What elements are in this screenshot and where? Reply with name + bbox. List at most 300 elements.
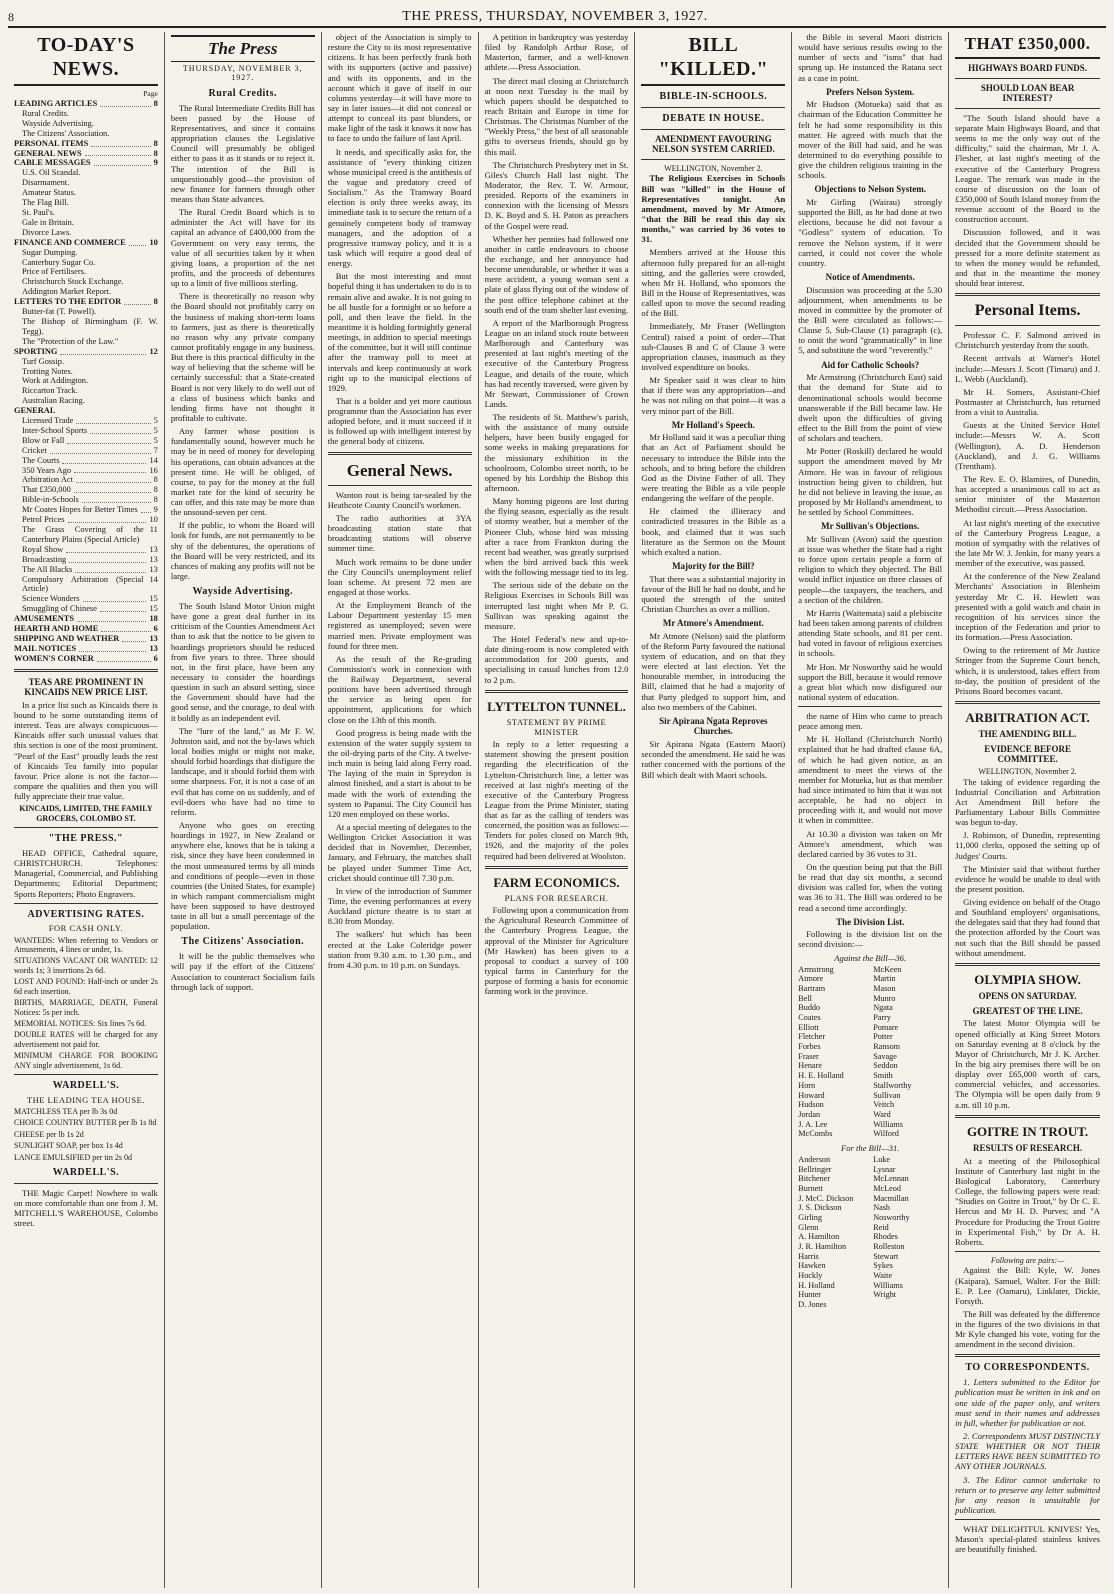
index-leader-dots <box>141 505 151 513</box>
news-item: A petition in bankruptcy was yesterday filed by Randolph Arthur Rose, of Masterton, farmer, and a well-known athlete.—Press Association. <box>484 32 629 73</box>
member-name: Bitchener <box>798 1174 831 1184</box>
paragraph: Giving evidence on behalf of the Otago and Southland employers' organisations, the delegates said that they had found that the protection afforded by the Court was not such that the Bill should be passed without amendment. <box>955 897 1100 958</box>
member-name: Hudson <box>798 1100 824 1110</box>
index-entry-page: 10 <box>149 515 158 525</box>
paragraph: Anyone who goes on erecting hoardings in 1927, in New Zealand or anywhere else, knows that he is taking a risk, since they have been condemned in the most unmeasured terms by all minds and conditions of people—even in those countries (the United States, for example) in which rampant commercialism might have been supposed to have destroyed taste in all but a small percentage of the population. <box>170 819 315 932</box>
index-entry <box>14 129 158 139</box>
pairs-label: Following are pairs:— <box>990 1255 1065 1265</box>
index-entry <box>14 248 158 258</box>
rate-item: DOUBLE RATES will be charged for any advertisement not paid for. <box>14 1030 158 1049</box>
index-entry-label: The Citizens' Association. <box>22 128 110 138</box>
index-entry <box>14 109 158 119</box>
index-leader-dots <box>124 297 151 305</box>
index-entry-page: 13 <box>149 554 158 564</box>
paragraph: Mr Sullivan (Avon) said the question at issue was whether the State had a right to force upon certain people a form of religion to which they objected. The Bill would inflict injustice on three classes of people—the taxpayers, the teachers, and a section of the children. <box>798 533 943 605</box>
member-name: Macmillan <box>873 1193 909 1203</box>
lyttelton-sub: STATEMENT BY PRIME MINISTER <box>506 717 607 738</box>
paragraph: If the public, to whom the Board will look for funds, are not permanently to be shy of the debentures, the operations of the Board will be very restricted, and its chances of making any profits will not be large. <box>170 520 315 582</box>
index-entry <box>14 396 158 406</box>
member-name: Wilford <box>873 1129 899 1139</box>
tea-heading: TEAS ARE PROMINENT IN KINCAIDS NEW PRICE LIST. <box>24 676 148 698</box>
majority-title: Majority for the Bill? <box>672 560 755 571</box>
index-leader-dots <box>90 426 150 434</box>
paragraph: Mr Armstrong (Christchurch East) said that the demand for State aid to denominational schools would become unanswerable if the Bill became law. He dwelt upon the difficulties of giving effect to the Bill from the point of view of scholars and teachers. <box>798 372 943 444</box>
member-name: Sykes <box>873 1261 893 1271</box>
personal-item: Mr H. Somers, Assistant-Chief Postmaster at Christchurch, has returned from a visit to Australia. <box>955 386 1100 418</box>
index-entry-page: 15 <box>149 604 158 614</box>
index-entry-page: 8 <box>153 475 158 485</box>
member-name: H. E. Holland <box>798 1071 844 1081</box>
index-entry <box>14 99 158 109</box>
member-name: Coates <box>798 1013 821 1023</box>
index-entry <box>14 515 158 525</box>
index-entry-label: Canterbury Sugar Co. <box>22 257 96 267</box>
index-entry-page: 13 <box>149 633 158 643</box>
correspondents-title: TO CORRESPONDENTS. <box>965 1362 1090 1374</box>
index-entry <box>14 456 158 466</box>
member-name: Hockly <box>798 1271 823 1281</box>
news-item: At the Employment Branch of the Labour Department yesterday 15 men registered as unemployed; seven were married men. Private employment was found for three men. <box>327 600 472 651</box>
index-entry-label: Rural Credits. <box>22 108 69 118</box>
price-item: CHEESE per lb 1s 2d <box>14 1129 84 1139</box>
paragraph: Mr Hon. Mr Nosworthy said he would support the Bill, because it would remove a great blot which now disfigured our national system of education. <box>798 661 943 702</box>
member-name: J. S. Dickson <box>798 1203 842 1213</box>
index-entry-page: 8 <box>153 485 158 495</box>
dateline: WELLINGTON, November 2. <box>664 164 763 173</box>
index-entry <box>14 198 158 208</box>
index-entry-label: Smuggling of Chinese <box>22 604 97 614</box>
index-entry-page: 8 <box>153 495 158 505</box>
member-name: Girling <box>798 1213 822 1223</box>
objections-title: Objections to Nelson System. <box>814 184 926 195</box>
divider <box>955 1115 1100 1118</box>
farm-sub: PLANS FOR RESEARCH. <box>504 893 609 904</box>
index-entry-label: Licensed Trade <box>22 416 74 426</box>
index-entry-label: Amateur Status. <box>22 188 76 198</box>
member-name: Bartram <box>798 984 826 994</box>
index-entry-page: 13 <box>149 643 158 653</box>
olympia-sub2: GREATEST OF THE LINE. <box>972 1005 1083 1016</box>
nelson-title: Prefers Nelson System. <box>826 86 915 97</box>
index-leader-dots <box>62 456 146 464</box>
index-entry <box>14 258 158 268</box>
news-item: The residents of St. Matthew's parish, with the assistance of many outside helpers, have been busily engaged for some weeks in making preparations for the missionary exhibition in the schoolroom, Colombo street north, to be opened by his Lordship the Bishop this afternoon. <box>484 412 629 494</box>
newspaper-title: THE PRESS, THURSDAY, NOVEMBER 3, 1927. <box>402 8 708 24</box>
goitre-sub: RESULTS OF RESEARCH. <box>973 1143 1083 1154</box>
index-leader-dots <box>60 347 146 355</box>
member-name: Lysnar <box>873 1164 896 1174</box>
index-entry-page: 9 <box>153 505 158 515</box>
index-entry <box>14 426 158 436</box>
index-entry-label: Gale in Britain. <box>22 217 74 227</box>
index-entry <box>14 555 158 565</box>
index-entry <box>14 604 158 614</box>
index-leader-dots <box>91 139 150 147</box>
index-entry-label: Royal Show <box>22 544 64 554</box>
index-leader-dots <box>69 555 146 563</box>
page-columns <box>8 32 1106 1588</box>
divider <box>14 1074 158 1075</box>
index-entry <box>14 367 158 377</box>
index-leader-dots <box>122 634 146 642</box>
lead-paragraph: The Religious Exercises in Schools Bill was "killed" in the House of Representatives tonight. An amendment, moved by Mr Atmore, "that the Bill be read this day six months," was carried by 36 votes to 31. <box>641 173 786 245</box>
member-name: Elliott <box>798 1022 819 1032</box>
index-entry <box>14 475 158 485</box>
paragraph: The Minister said that without further evidence he would be unable to deal with the present position. <box>955 863 1100 894</box>
that-350000-headline: THAT £350,000. <box>955 34 1100 59</box>
index-entry-page: 7 <box>153 445 158 455</box>
member-name: Hawken <box>798 1261 826 1271</box>
aid-title: Aid for Catholic Schools? <box>821 359 920 370</box>
index-entry <box>14 139 158 149</box>
news-item: The walkers' hut which has been erected at the Lake Coleridge power station from 9.30 a.m. to 1.30 p.m., and from 4.30 p.m. to 10 p.m. on Sundays. <box>327 929 472 970</box>
member-name: Waite <box>873 1271 893 1281</box>
index-entry <box>14 416 158 426</box>
index-entry-label: FINANCE AND COMMERCE <box>14 237 126 247</box>
paragraph: The Rural Intermediate Credits Bill has been passed by the House of Representatives, and since it contains appropriation clauses the Legislative Council will presumably be obliged either to pass it as it stands or to reject it. The intention of the Bill is unquestionably good—the provision of new finance for farmers through other means than State advances. <box>170 102 315 204</box>
index-entry <box>14 317 158 337</box>
index-entry-label: Wayside Advertising. <box>22 118 94 128</box>
paragraph: He claimed the illiteracy and contradicted treasures in the Bible as a book, and claimed that it was such literature as the Sermon on the Mount which exalted a nation. <box>641 506 786 557</box>
member-name: Mason <box>873 984 896 994</box>
member-name: Bell <box>798 993 812 1003</box>
member-name: Smith <box>873 1071 893 1081</box>
price-item: MATCHLESS TEA per lb 3s 0d <box>14 1107 118 1116</box>
olympia-sub: OPENS ON SATURDAY. <box>978 991 1077 1002</box>
member-name: J. A. Lee <box>798 1119 828 1129</box>
arbitration-headline: ARBITRATION ACT. <box>965 709 1090 725</box>
member-name: Veitch <box>873 1100 895 1110</box>
press-logo: The Press <box>171 35 315 62</box>
index-entry <box>14 337 158 347</box>
index-entry-label: Petrol Prices <box>22 515 65 525</box>
divider <box>955 1251 1100 1252</box>
index-entry-label: Price of Fertilisers. <box>22 267 86 277</box>
member-name: Seddon <box>873 1061 898 1071</box>
member-name: J. R. Hamilton <box>798 1242 847 1252</box>
paragraph: Following is the division list on the second division:— <box>798 929 943 950</box>
index-entry-label: Work at Addington. <box>22 376 89 386</box>
paragraph: Mr Harris (Waitemata) said a plebiscite had been taken among parents of children attending State schools, and 81 per cent. had voted in favour of religious exercises in schools. <box>798 607 943 659</box>
index-entry <box>14 119 158 129</box>
column-5 <box>635 32 792 1588</box>
index-entry <box>14 545 158 555</box>
correspondents-rule: 2. Correspondents MUST DISTINCTLY STATE WHETHER OR NOT THEIR LETTERS HAVE BEEN SUBMITTED TO ANY OTHER JOURNALS. <box>955 1430 1100 1472</box>
index-entry <box>14 297 158 307</box>
index-entry-label: PERSONAL ITEMS <box>14 138 89 148</box>
index-entry <box>14 525 158 545</box>
press-box-title: "THE PRESS." <box>48 833 124 845</box>
index-entry <box>14 634 158 644</box>
index-leader-dots <box>85 149 151 157</box>
member-name: Fletcher <box>798 1032 826 1042</box>
olympia-title: OLYMPIA SHOW. <box>974 971 1081 987</box>
index-entry <box>14 505 158 515</box>
wardell-footer: WARDELL'S. <box>52 1167 120 1179</box>
index-entry-label: Cricket <box>22 445 47 455</box>
index-entry <box>14 624 158 634</box>
index-leader-dots <box>75 565 146 573</box>
index-entry-page: 6 <box>153 624 158 634</box>
atmore-title: Mr Atmore's Amendment. <box>662 618 764 629</box>
index-entry <box>14 376 158 386</box>
member-name: Glenn <box>798 1222 819 1232</box>
index-entry-label: Mr Coates Hopes for Better Times <box>22 505 138 515</box>
index-entry <box>14 228 158 238</box>
index-entry-label: Disarmament. <box>22 178 70 188</box>
tea-footer: KINCAIDS, LIMITED, THE FAMILY GROCERS, COLOMBO ST. <box>19 804 153 823</box>
divider <box>798 706 942 707</box>
member-name: McLennan <box>873 1174 909 1184</box>
paragraph: It will be the public themselves who will pay if the effort of the Citizens' Association to counteract Socialism fails through lack of support. <box>170 951 315 992</box>
index-entry-label: SPORTING <box>14 346 58 356</box>
column-2 <box>165 32 322 1588</box>
for-label: For the Bill—31. <box>840 1142 900 1153</box>
price-item: LANCE EMULSIFIED per tin 2s 0d <box>14 1152 132 1162</box>
debate-sub: DEBATE IN HOUSE. <box>662 112 765 124</box>
index-leader-dots <box>76 475 151 483</box>
member-name: Wright <box>873 1290 897 1300</box>
paragraph: At a meeting of the Philosophical Institute of Canterbury last night in the Biological Laboratory, Canterbury College, the following papers were read: "Studies on Goitre in Trout," by Dr C. E. Hercus and Mr H. D. Purves; and "A Procedure for Producing the Trout Goitre in Experimental Fish," by Dr A. H. Roberts. <box>955 1155 1100 1247</box>
paragraph: Members arrived at the House this afternoon fully prepared for an all-night sitting, and the galleries were crowded, when Mr H. Holland, who sponsors the Bill in the House of Representatives, was called upon to move the second reading of the Bill. <box>641 247 786 319</box>
index-entry <box>14 614 158 624</box>
index-entry-page: 14 <box>149 455 158 465</box>
index-entry <box>14 644 158 654</box>
member-name: Armstrong <box>798 964 834 974</box>
personal-item: The Rev. E. O. Blamires, of Dunedin, has accepted a unanimous call to act as senior minister of the Masterton Methodist circuit.—Press Association. <box>955 473 1100 515</box>
masthead <box>8 10 1106 24</box>
goitre-title: GOITRE IN TROUT. <box>966 1123 1089 1139</box>
member-name: Buddo <box>798 1003 821 1013</box>
news-item: The Christchurch Presbytery met in St. Giles's Church Hall last night. The Moderator, the Rev. T. W. Armour, presided. Reports of the examiners in connexion with the licensing of Messrs D. K. Boyd and S. H. Paton as preachers of the Gospel were read. <box>484 159 629 231</box>
index-entry-label: GENERAL <box>14 406 56 416</box>
personal-items-title: Personal Items. <box>974 302 1081 320</box>
member-name: A. Hamilton <box>798 1232 840 1242</box>
news-item: The Hotel Federal's new and up-to-date dining-room is now completed with accommodation for 200 guests, and specialising in casual lunches from 12.0 to 2 p.m. <box>484 634 629 685</box>
paragraph: The "lure of the land," as Mr F. W. Johnston said, and not the by-laws which local bodies might or might not make, should forbid hoardings that disfigure the landscape, and it should forbid them with some sharpness. For, it is not a case of an evil that has come on us suddenly, and of evil-doers who have had no time to reform. <box>170 725 315 817</box>
index-entry-label: CABLE MESSAGES <box>14 158 91 168</box>
bible-sub: BIBLE-IN-SCHOOLS. <box>659 91 768 103</box>
against-list <box>798 965 942 1139</box>
paragraph: The latest Motor Olympia will be opened officially at King Street Motors on Saturday evening at 8 o'clock by the Mayor of Christchurch, Mr J. K. Archer. In the big airy premises there will be on display over £65,000 worth of cars, commercial vehicles, and accessories. The Olympia will be open daily from 9 a.m. till 10 p.m. <box>955 1018 1100 1110</box>
index-entry <box>14 149 158 159</box>
index-entry <box>14 188 158 198</box>
rates-sub: FOR CASH ONLY. <box>48 923 124 934</box>
index-entry-label: Science Wonders <box>22 594 80 604</box>
index-entry <box>14 178 158 188</box>
member-name: H. Holland <box>798 1280 835 1290</box>
member-name: Henare <box>798 1061 822 1071</box>
index-entry-label: The Flag Bill. <box>22 198 69 208</box>
member-name: Parry <box>873 1013 891 1023</box>
index-entry-page: 6 <box>153 653 158 663</box>
index-entry-page: 18 <box>149 614 158 624</box>
index-leader-dots <box>82 495 151 503</box>
citizens-title: The Citizens' Association. <box>181 936 305 948</box>
index-title: TO-DAY'S NEWS. <box>14 34 158 86</box>
index-entry-label: AMUSEMENTS <box>14 614 75 624</box>
paragraph: Mr Girling (Wairau) strongly supported the Bill, as he had done at two elections, because he did not favour a "Godless" system of education. To remove the Nelson system, if it were carried, it could not cover the whole country. <box>798 197 943 268</box>
member-name: Ward <box>873 1109 891 1119</box>
column-6 <box>792 32 949 1588</box>
arbitration-sub: THE AMENDING BILL. <box>978 729 1077 740</box>
paragraph: In reply to a letter requesting a statement showing the present position regarding the electrification of the Lyttelton-Christchurch line, a letter was received at last night's meeting of the executive of the Canterbury Progress League from the Prime Minister, stating that as far as the calling of tenders was concerned, the position was as follows:—Tenders for poles closed on March 9th, 1926, and the majority of the poles required had been delivered at Woolston. <box>484 739 629 861</box>
member-name: Bellringer <box>798 1164 832 1174</box>
member-name: Williams <box>873 1280 903 1290</box>
lyttelton-title: LYTTELTON TUNNEL. <box>487 698 626 714</box>
tea-body: In a price list such as Kincaids there is bound to be some outstanding items of interest. Teas are always conspicuous—Kincaids offer such unusual values that this section is one of the most prominent. "Pearl of the East" proudly leads the rest of Kincaids Tea family into popular favour. Price alone is not the factor—compare the qualities and then you will fully appreciate their true value. <box>14 699 158 802</box>
paragraph: On the question being put that the Bill be read that day six months, a second division was called for, when the voting was 36 to 31. The Bill was ordered to be read a second time accordingly. <box>798 862 943 913</box>
index-leader-dots <box>101 624 150 632</box>
index-entry-page: 5 <box>153 425 158 435</box>
member-name: Luke <box>873 1155 891 1164</box>
notice-title: Notice of Amendments. <box>825 272 915 283</box>
divider <box>485 690 629 693</box>
member-name: Rhodes <box>873 1232 898 1242</box>
member-name: McCombs <box>798 1129 833 1139</box>
general-news-title: General News. <box>346 460 453 480</box>
index-entry-page: 9 <box>153 158 158 168</box>
member-name: Reid <box>873 1222 889 1232</box>
paragraph: The taking of evidence regarding the Industrial Conciliation and Arbitration Act Amendment Bill before the Parliamentary Labour Bills Committee was begun to-day. <box>955 776 1100 828</box>
personal-item: Guests at the United Service Hotel include:—Messrs W. A. Scott (Wellington), A. D. Henderson (Auckland), and J. G. Williams (Trentham). <box>955 420 1100 471</box>
personal-item: Recent arrivals at Warner's Hotel include:—Messrs J. Scott (Timaru) and J. L. Webb (Auckland). <box>955 353 1100 384</box>
wardell-list <box>14 1107 158 1162</box>
index-entry-label: Divorce Laws. <box>22 227 72 237</box>
paragraph: The South Island Motor Union might have gone a great deal further in its criticism of the Counties Amendment Act than to ask that the notice to be given to hoardings proprietors should be reduced from five years to three. Three should not, in the first place, have been any necessary to consider the hoardings question in such an absurd setting, since the Government should have had the good sense, and the courage, to deal with it boldly as an independent evil. <box>170 600 315 723</box>
index-leader-dots <box>83 594 147 602</box>
index-page-label: Page <box>143 89 158 99</box>
index-entry-label: LETTERS TO THE EDITOR <box>14 297 122 307</box>
index-entry-label: HEARTH AND HOME <box>14 624 99 634</box>
index-entry-label: The Courts <box>22 455 60 465</box>
index-entry-page: 5 <box>153 435 158 445</box>
paragraph: Mr Speaker said it was clear to him that if there was any appropriation—and he was not ruling on that point—it was a very minor part of the Bill. <box>641 375 786 416</box>
paragraph: Sir Apirana Ngata (Eastern Maori) seconded the amendment. He said he was rather concerned with the portions of the Bill which dealt with Maori schools. <box>641 739 786 780</box>
index-entry-page: 11 <box>149 525 158 534</box>
price-item: CHOICE COUNTRY BUTTER per lb 1s 8d <box>14 1118 157 1128</box>
index-leader-dots <box>97 654 151 662</box>
index-entry-page: 5 <box>153 416 158 426</box>
index-leader-dots <box>74 485 151 493</box>
index-entry-label: Arbitration Act <box>22 475 73 485</box>
interest-sub: SHOULD LOAN BEAR INTEREST? <box>980 82 1075 104</box>
member-name: Williams <box>873 1119 903 1129</box>
paragraph: "The South Island should have a separate Main Highways Board, and that seems to me the only way out of the difficulty," said the chairman, Mr J. A. Flesher, at last night's meeting of the executive of the Canterbury Progress League. The remark was made in the course of discussion on the loan of £350,000 of South Island money from the revenue account of the Board to the construction account. <box>955 112 1100 225</box>
index-entry-label: Addington Market Report. <box>22 287 112 297</box>
paragraph: the Bible in several Maori districts would have serious results owing to the number of sects and "isms" that had sprung up. He instanced the Ratana sect as a case in point. <box>798 32 943 83</box>
index-entry-label: Bible-in-Schools <box>22 495 79 505</box>
index-entry-label: Compulsory Arbitration (Special Article) <box>22 574 144 594</box>
news-item: As the result of the Re-grading Commission's work in connexion with the Railway Department, several positions have been advertised through the service as being open for appointment, applications for which close on the 13th of this month. <box>327 653 472 725</box>
member-name: Harris <box>798 1251 819 1261</box>
amendment-sub: AMENDMENT FAVOURING NELSON SYSTEM CARRIED. <box>651 133 775 155</box>
column-7 <box>949 32 1106 1588</box>
member-name: Burnett <box>798 1184 823 1194</box>
index-entry <box>14 485 158 495</box>
divider <box>955 1354 1100 1357</box>
index-entry <box>14 357 158 367</box>
apirana-title: Sir Apirana Ngata Reproves Churches. <box>659 715 768 737</box>
index-entry-label: GENERAL NEWS <box>14 148 82 158</box>
paragraph: Mr H. Holland (Christchurch North) explained that he had drafted clause 6A, of which he had given notice, as an amendment to meet the views of the member for Motueka, but as that member had since intimated to him that it was not acceptable, he had no object in proceeding with it, and would not move it when in committee. <box>798 734 943 826</box>
divider <box>955 325 1100 326</box>
personal-item: At the conference of the New Zealand Merchants' Association in Blenheim yesterday Mr C. H. Hewlett was presented with a gold watch and chain in recognition of his services since the inception of the Federation and prior to its formation.—Press Association. <box>955 571 1100 643</box>
divider <box>485 866 629 869</box>
index-entry-label: Butter-fat (T. Powell). <box>22 307 97 317</box>
divider <box>328 452 472 455</box>
index-leader-dots <box>100 604 147 612</box>
news-item: Whether her pennies had followed one another in cattle endeavours to choose the exchange, and her annoyance had become unendurable, or whether it was a mere accident, a young woman sent a plate of glass flying out of the window of the post office telephone cabinet at the south end of the tram shelter last evening. <box>484 233 629 315</box>
index-entry-label: The Grass Covering of the Canterbury Plains (Special Article) <box>22 525 144 544</box>
index-entry-page: 12 <box>149 346 158 356</box>
paragraph: The Rural Credit Board which is to administer the Act will have for its capital an advance of £400,000 from the Government on very easy terms, the value of all securities taken by it when giving loans, a proportion of the net profits, and the proceeds of debentures up to a limit of five millions sterling. <box>170 207 315 289</box>
index-entry-page: 8 <box>153 99 158 109</box>
index-entry <box>14 158 158 168</box>
index-entry-label: MAIL NOTICES <box>14 643 77 653</box>
index-leader-dots <box>129 238 147 246</box>
divider <box>955 701 1100 704</box>
rate-item: MINIMUM CHARGE FOR BOOKING ANY single advertisement, 1s 6d. <box>14 1051 158 1070</box>
index-entry-page: 13 <box>149 544 158 554</box>
divider <box>955 108 1100 109</box>
member-name: D. Jones <box>798 1300 827 1310</box>
rate-item: BIRTHS, MARRIAGE, DEATH, Funeral Notices: 5s per inch. <box>14 998 158 1017</box>
paragraph: It needs, and specifically asks for, the assistance of "every thinking citizen whose municipal creed is the antithesis of the vague and predatory creed of Socialism." As the Tramway Board election is only three weeks away, its immediate task is to secure the return of a genuinely competent body of tramway managers, and the adoption of a progressive tramway policy, and it is a task which will require a good deal of energy. <box>327 146 472 269</box>
paragraph: The Bill was defeated by the difference in the figures of the two divisions in that Mr Kyle changed his vote, voting for the amendment in the second division. <box>955 1308 1100 1350</box>
paragraph: Mr Hudson (Motueka) said that as chairman of the Education Committee he felt he had some responsibility in this matter. He agreed with much that the mover of the Bill had said, and he was determined to do everything possible to give the children religious training in the schools. <box>798 99 943 181</box>
press-box-body: HEAD OFFICE, Cathedral square, CHRISTCHURCH. Telephones: Managerial, Commercial, and Publishing Departments; Editorial Department; Sports Reporters; Photo Engravers. <box>14 847 158 899</box>
index-entry-page: 10 <box>149 237 158 247</box>
paragraph: Mr Potter (Roskill) declared he would support the amendment moved by Mr Atmore. He was in favour of religious instruction being given to children, but he did not believe in leaving the issue, as proposed by Mr Holland's amendment, to be settled by School Committees. <box>798 446 943 518</box>
index-entry-label: Sugar Dumping. <box>22 247 78 257</box>
rates-title: ADVERTISING RATES. <box>27 908 145 920</box>
paragraph: There is theoretically no reason why the Board should not profitably carry on the business of making short-term loans to farmers, just as there is theoretically no reason why any private company cannot profitably engage in any business. But there is this practical difficulty in the way of believing that the scheme will be certainly successful: that a State-created Board is not very likely to do well out of a class of business which banks and lending firms have not thought it profitable to cultivate. <box>170 291 315 423</box>
index-entry <box>14 446 158 456</box>
highways-sub: HIGHWAYS BOARD FUNDS. <box>968 63 1088 74</box>
paragraph: object of the Association is simply to restore the City to its most representative citizens. It has been perfectly frank both with its supporters (active and passive) and with its opponents, and in the account which it gave of itself in our columns yesterday—it will have more to say in later issues—it did not conceal or attempt to conceal its past blunders, or make light of the task it knows it now has to face to undo the failure of last April. <box>327 32 472 144</box>
for-list <box>798 1155 942 1310</box>
index-entry-label: The All Blacks <box>22 564 73 574</box>
paragraph: Immediately, Mr Fraser (Wellington Central) raised a point of order—That sub-Clauses B and C of Clause 3 were appropriation clauses, inasmuch as they involved expenditure on books. <box>641 321 786 372</box>
member-name: Ransom <box>873 1042 901 1052</box>
personal-item: At last night's meeting of the executive of the Canterbury Progress League, a motion of sympathy with the relatives of the late Mr W. J. Jenkin, for many years a member of the executive, was passed. <box>955 517 1100 569</box>
index-entry-page: 15 <box>149 594 158 604</box>
member-name: Potter <box>873 1032 893 1042</box>
paragraph: That there was a substantial majority in favour of the Bill he had no doubt, and he quoted the strength of the united Christian Churches as over a million. <box>641 573 786 614</box>
divider <box>641 107 785 108</box>
bill-killed-headline: BILL "KILLED." <box>641 34 785 86</box>
index-entry <box>14 406 158 416</box>
index-entry-page: 16 <box>149 465 158 475</box>
index-leader-dots <box>79 644 146 652</box>
wayside-title: Wayside Advertising. <box>192 586 294 598</box>
price-item: SUNLIGHT SOAP, per box 1s 4d <box>14 1141 123 1151</box>
index-entry <box>14 654 158 664</box>
news-item: Much work remains to be done under the City Council's unemployment relief loan scheme. At present 72 men are engaged at those works. <box>327 556 472 597</box>
farm-title: FARM ECONOMICS. <box>493 874 620 890</box>
index-entry-label: SHIPPING AND WEATHER <box>14 633 120 643</box>
news-item: In view of the introduction of Summer Time, the evening performances at every Auckland picture theatre is to start at 8.30 from Monday. <box>327 885 472 927</box>
member-name: Fraser <box>798 1051 819 1061</box>
sullivan-title: Mr Sullivan's Objections. <box>821 521 920 532</box>
index-entry <box>14 287 158 297</box>
paragraph: But the most interesting and most hopeful thing it has undertaken to do is to remain alive and awake. It is not going to be all bustle for a fortnight or so before a poll, and then leave the field. In the meantime it is holding fortnightly general meetings, in addition to special meetings of the committee, but it will still continue after the tramway poll to meet at intervals and keep continuously at work right up to the municipal elections of 1929. <box>327 271 472 393</box>
paragraph: the name of Him who came to preach peace among men. <box>798 711 943 732</box>
column-1 <box>8 32 165 1588</box>
wardell-sub: THE LEADING TEA HOUSE. <box>26 1094 145 1105</box>
paragraph: Any farmer whose position is fundamentally sound, however much he may be in need of money for developing his operations, can obtain advances at the present time. He will be obliged, of course, to pay for the money at the full market rate for the kind of security he can offer, and this rate may be more than the unsound-seven per cent. <box>170 426 315 518</box>
